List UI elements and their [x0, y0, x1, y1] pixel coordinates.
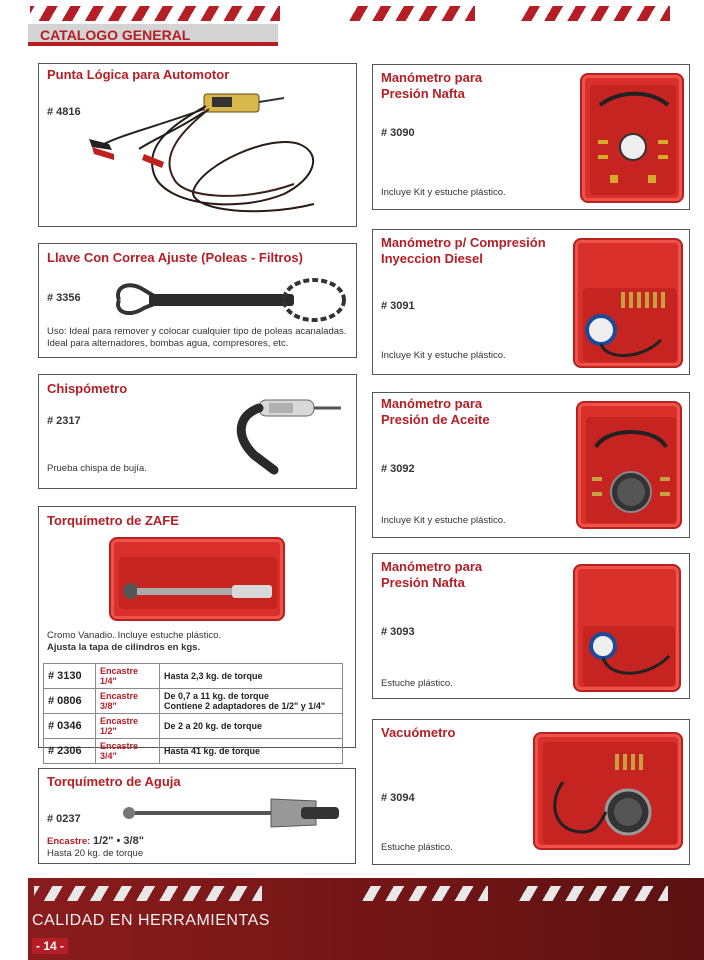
gauge-case: [573, 238, 683, 368]
desc-line: Cromo Vanadio. Incluye estuche plástico.: [47, 630, 222, 641]
row-fit: Encastre 3/8": [96, 689, 160, 714]
product-description: Incluye Kit y estuche plástico.: [381, 515, 506, 526]
strap-wrench-image: [109, 272, 349, 327]
row-detail-2: Contiene 2 adaptadores de 1/2" y 1/4": [164, 701, 326, 711]
row-fit: Encastre 1/4": [96, 664, 160, 689]
torque-table: [43, 663, 343, 764]
catalog-header: [28, 24, 278, 46]
product-code: # 3094: [381, 792, 415, 804]
title-line-1: Manómetro para: [381, 396, 483, 411]
page-number: - 14 -: [32, 938, 68, 954]
card-title: Torquímetro de Aguja: [47, 774, 181, 789]
row-fit: Encastre 1/2": [96, 714, 160, 739]
product-description: [47, 326, 346, 350]
desc-note: Ajusta la tapa de cilindros en kgs.: [47, 642, 201, 653]
product-description: Estuche plástico.: [381, 678, 453, 689]
card-title: [381, 559, 482, 591]
card-chispometro: [38, 374, 357, 489]
footer-stripes-mid: [358, 886, 488, 901]
product-description: Incluye Kit y estuche plástico.: [381, 187, 506, 198]
product-code: # 3092: [381, 463, 415, 475]
row-detail: De 0,7 a 11 kg. de torque: [164, 691, 270, 701]
product-code: # 3356: [47, 292, 81, 304]
gauge-case: [576, 401, 682, 529]
footer-stripes-right: [518, 886, 668, 901]
card-manometro-3091: [372, 229, 690, 375]
product-code: # 4816: [47, 106, 81, 118]
title-line-2: Presión Nafta: [381, 575, 465, 590]
row-fit: Encastre 3/4": [96, 739, 160, 764]
table-row: [44, 739, 343, 764]
product-code: # 3091: [381, 300, 415, 312]
card-title: Punta Lógica para Automotor: [47, 67, 230, 82]
row-code: # 3130: [44, 664, 96, 689]
gauge-case: [580, 73, 684, 203]
gauge-case: [573, 564, 681, 692]
card-punta-logica: [38, 63, 357, 227]
fit-line: [47, 835, 144, 848]
card-title: [381, 396, 490, 428]
card-vacuometro-3094: [372, 719, 690, 865]
top-stripes-mid: [345, 6, 475, 21]
card-torquimetro-zafe: [38, 506, 356, 761]
product-description: Prueba chispa de bujía.: [47, 463, 147, 474]
title-line-2: Presión Nafta: [381, 86, 465, 101]
row-detail: De 2 a 20 kg. de torque: [160, 714, 343, 739]
card-title: [381, 235, 546, 267]
product-code: # 2317: [47, 415, 81, 427]
title-line-2: Presión de Aceite: [381, 412, 490, 427]
footer-slogan: CALIDAD EN HERRAMIENTAS: [32, 912, 270, 929]
torque-wrench-case: [109, 537, 285, 621]
row-code: # 2306: [44, 739, 96, 764]
product-description: [47, 630, 221, 654]
fit-value: 1/2" • 3/8": [92, 835, 144, 847]
desc-line-1: Uso: Ideal para remover y colocar cualquier tipo de poleas acanaladas.: [47, 326, 347, 337]
dial-wrench-image: [121, 791, 341, 831]
card-torquimetro-aguja: [38, 768, 356, 864]
product-description: Estuche plástico.: [381, 842, 453, 853]
desc-line: Hasta 20 kg. de torque: [47, 848, 144, 859]
row-detail: Hasta 2,3 kg. de torque: [160, 664, 343, 689]
title-line-1: Manómetro p/ Compresión: [381, 235, 546, 250]
top-stripes-left: [30, 6, 280, 21]
card-manometro-3093: [372, 553, 690, 699]
logic-probe-image: [84, 84, 349, 224]
catalog-title: CATALOGO GENERAL: [40, 27, 191, 43]
row-detail: Hasta 41 kg. de torque: [160, 739, 343, 764]
row-detail-cell: [160, 689, 343, 714]
product-description: Incluye Kit y estuche plástico.: [381, 350, 506, 361]
card-title: Llave Con Correa Ajuste (Poleas - Filtros): [47, 250, 303, 265]
footer-stripes-left: [34, 886, 262, 901]
title-line-1: Manómetro para: [381, 70, 483, 85]
product-code: # 3093: [381, 626, 415, 638]
card-llave-correa: [38, 243, 357, 358]
table-row: [44, 714, 343, 739]
card-title: Vacuómetro: [381, 725, 456, 740]
footer: [28, 878, 704, 960]
row-code: # 0346: [44, 714, 96, 739]
card-manometro-3090: [372, 64, 690, 210]
card-title: [381, 70, 482, 102]
spark-tester-image: [229, 390, 354, 480]
top-stripes-right: [520, 6, 670, 21]
product-code: # 3090: [381, 127, 415, 139]
row-code: # 0806: [44, 689, 96, 714]
card-manometro-3092: [372, 392, 690, 538]
title-line-2: Inyeccion Diesel: [381, 251, 483, 266]
table-row: [44, 664, 343, 689]
product-description: [47, 835, 144, 860]
table-row: [44, 689, 343, 714]
title-line-1: Manómetro para: [381, 559, 483, 574]
product-code: # 0237: [47, 813, 81, 825]
desc-line-2: Ideal para alternadores, bombas agua, compresores, etc.: [47, 338, 289, 349]
card-title: Torquímetro de ZAFE: [47, 513, 179, 528]
fit-label: Encastre:: [47, 836, 91, 847]
card-title: Chispómetro: [47, 381, 128, 396]
gauge-case: [533, 732, 683, 850]
